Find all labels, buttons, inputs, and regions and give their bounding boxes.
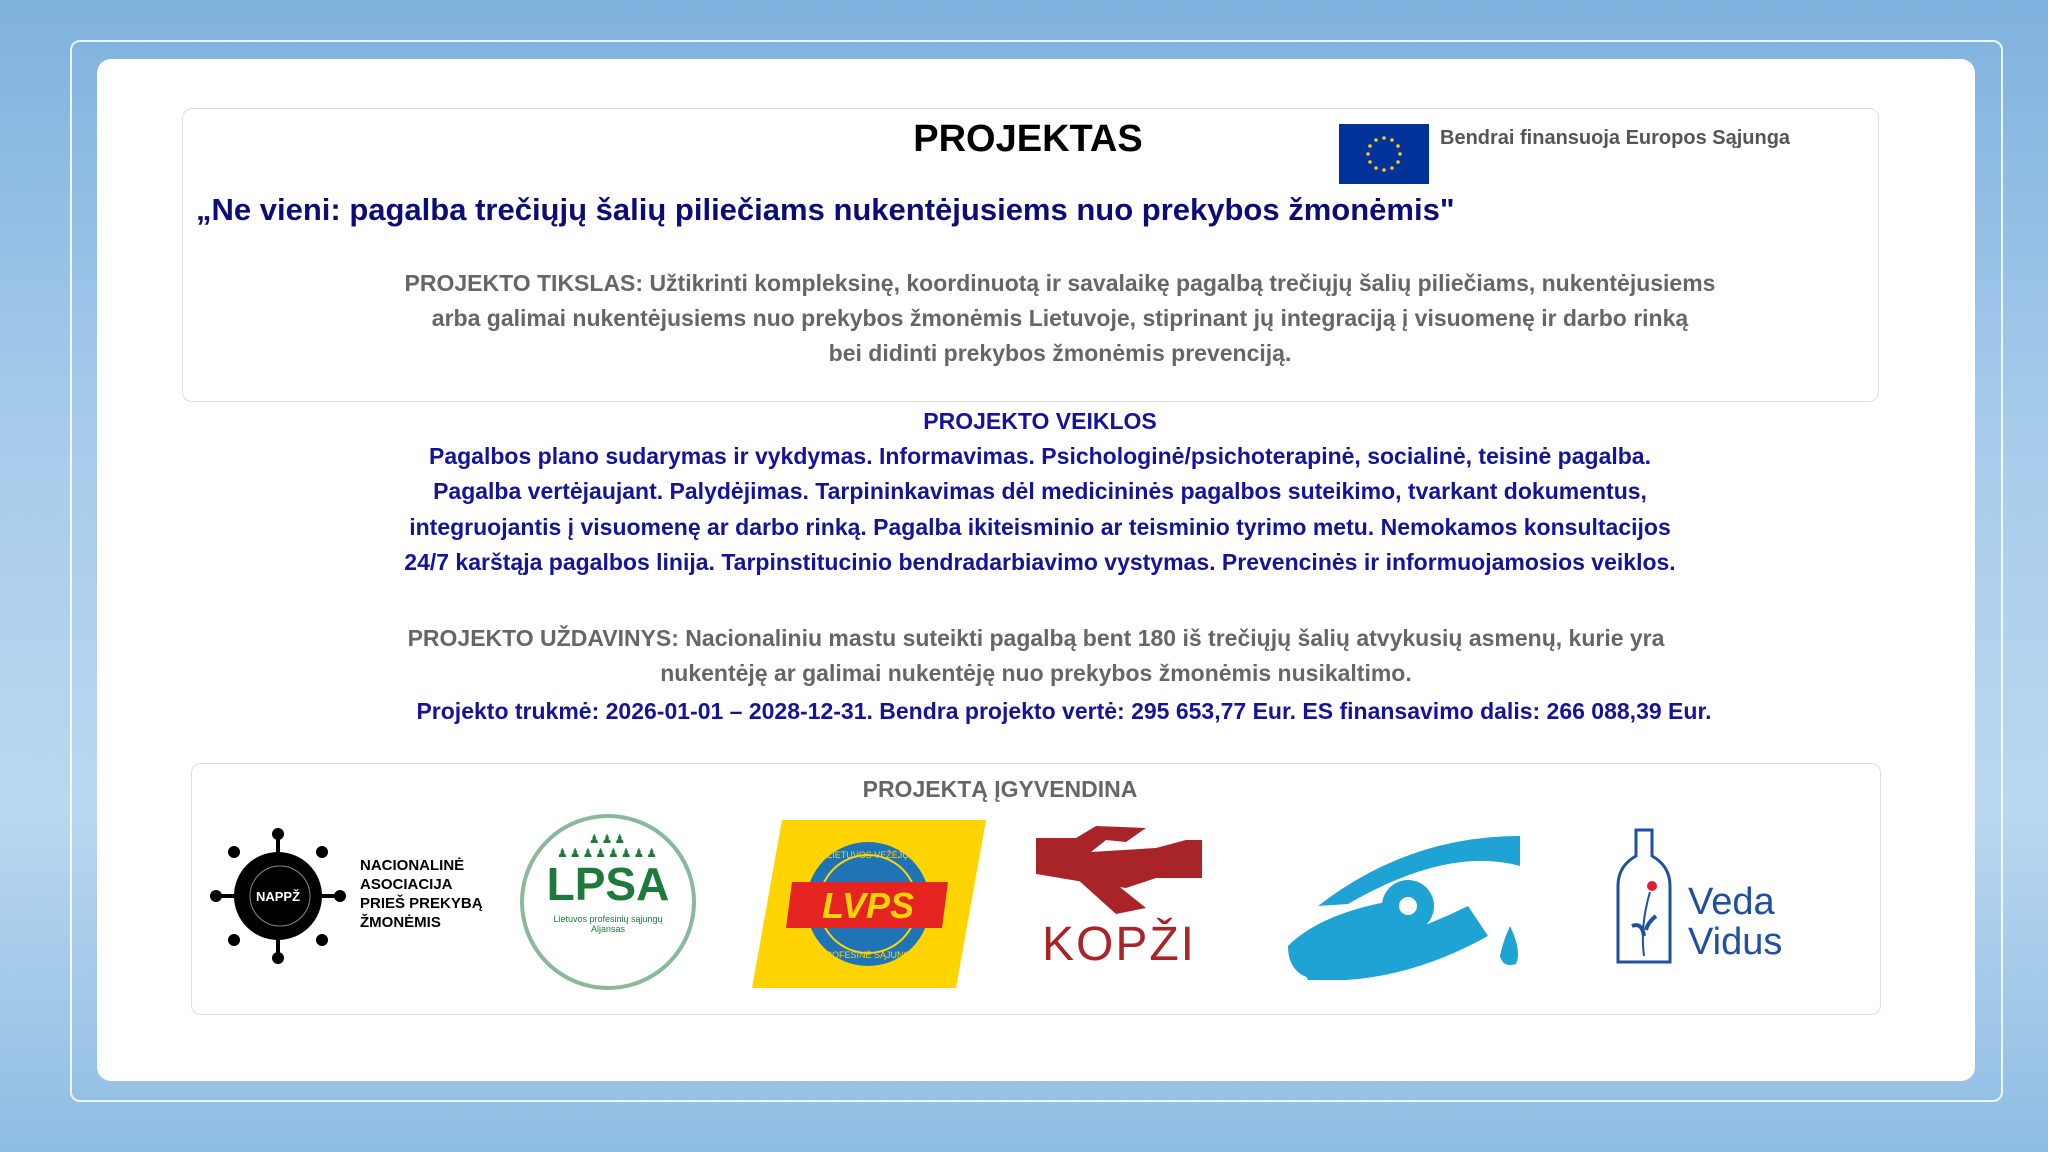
project-name: „Ne vieni: pagalba trečiųjų šalių piliečiams nukentėjusiems nuo prekybos žmonėmis" bbox=[196, 192, 1455, 227]
eu-cofunding-label: Bendrai finansuoja Europos Sąjunga bbox=[1440, 127, 1791, 149]
svg-text:NAPPŽ: NAPPŽ bbox=[255, 889, 301, 904]
veda-vidus-logo bbox=[1614, 826, 1804, 976]
bottle-flower-icon bbox=[1614, 826, 1674, 976]
lpsa-logo bbox=[520, 814, 696, 990]
nappz-logo bbox=[208, 826, 358, 966]
nappz-name-line: PRIEŠ PREKYBĄ bbox=[360, 895, 483, 912]
nappz-name bbox=[360, 856, 483, 932]
helping-hands-icon bbox=[1036, 818, 1202, 914]
svg-text:PROFESINĖ SĄJUNGA: PROFESINĖ SĄJUNGA bbox=[819, 950, 917, 960]
partners-heading: PROJEKTĄ ĮGYVENDINA bbox=[862, 776, 1138, 802]
activities-line: Pagalba vertėjaujant. Palydėjimas. Tarpininkavimas dėl medicininės pagalbos suteikimo, tvarkant dokumentus, bbox=[433, 478, 1647, 504]
page-title: PROJEKTAS bbox=[913, 118, 1143, 160]
goal-line: PROJEKTO TIKSLAS: Užtikrinti kompleksinę, koordinuotą ir savalaikę pagalbą trečiųjų šalių piliečiams, nukentėjusiems bbox=[404, 270, 1716, 296]
goal-line: arba galimai nukentėjusiems nuo prekybos žmonėmis Lietuvoje, stiprinant jų integraciją į visuomenę ir darbo rinką bbox=[431, 305, 1689, 331]
people-icon: ♟♟♟ ♟♟♟♟♟♟♟♟ bbox=[556, 832, 660, 860]
project-summary: Projekto trukmė: 2026-01-01 – 2028-12-31. Bendra projekto vertė: 295 653,77 Eur. ES finansavimo dalis: 266 088,39 Eur. bbox=[416, 698, 1712, 724]
svg-text:LIETUVOS VEŽĖJŲ: LIETUVOS VEŽĖJŲ bbox=[827, 850, 909, 860]
nappz-name-line: ŽMONĖMIS bbox=[360, 914, 441, 931]
kopzi-logo bbox=[1036, 818, 1202, 978]
task-line: PROJEKTO UŽDAVINYS: Nacionaliniu mastu suteikti pagalbą bent 180 iš trečiųjų šalių atvykusių asmenų, kurie yra bbox=[407, 625, 1665, 651]
eye-logo bbox=[1288, 826, 1524, 980]
lpsa-subtitle: Lietuvos profesinių sąjungų bbox=[553, 914, 663, 924]
lvps-logo bbox=[752, 820, 986, 988]
activities-line: 24/7 karštąja pagalbos linija. Tarpinstitucinio bendradarbiavimo vystymas. Prevencinės ir informuojamosios veiklos. bbox=[404, 549, 1676, 575]
activities-line: Pagalbos plano sudarymas ir vykdymas. Informavimas. Psichologinė/psichoterapinė, socialinė, teisinė pagalba. bbox=[429, 443, 1651, 469]
nappz-name-line: NACIONALINĖ bbox=[360, 857, 465, 874]
kopzi-name: KOPŽI bbox=[1041, 918, 1197, 971]
activities-heading: PROJEKTO VEIKLOS bbox=[923, 408, 1157, 434]
eu-flag-icon bbox=[1339, 124, 1429, 184]
activities-line: integruojantis į visuomenę ar darbo rinką. Pagalba ikiteisminio ar teisminio tyrimo metu. Nemokamos konsultacijos bbox=[409, 514, 1671, 540]
veda-vidus-name-line: Vidus bbox=[1688, 921, 1783, 963]
lpsa-subtitle: Aljansas bbox=[590, 924, 626, 934]
task-line: nukentėję ar galimai nukentėję nuo prekybos žmonėmis nusikaltimo. bbox=[660, 660, 1412, 686]
veda-vidus-name-line: Veda bbox=[1688, 881, 1775, 923]
svg-text:LVPS: LVPS bbox=[821, 885, 915, 926]
goal-line: bei didinti prekybos žmonėmis prevenciją. bbox=[828, 340, 1292, 366]
nappz-name-line: ASOCIACIJA bbox=[360, 876, 453, 893]
lpsa-abbr: LPSA bbox=[546, 858, 670, 910]
